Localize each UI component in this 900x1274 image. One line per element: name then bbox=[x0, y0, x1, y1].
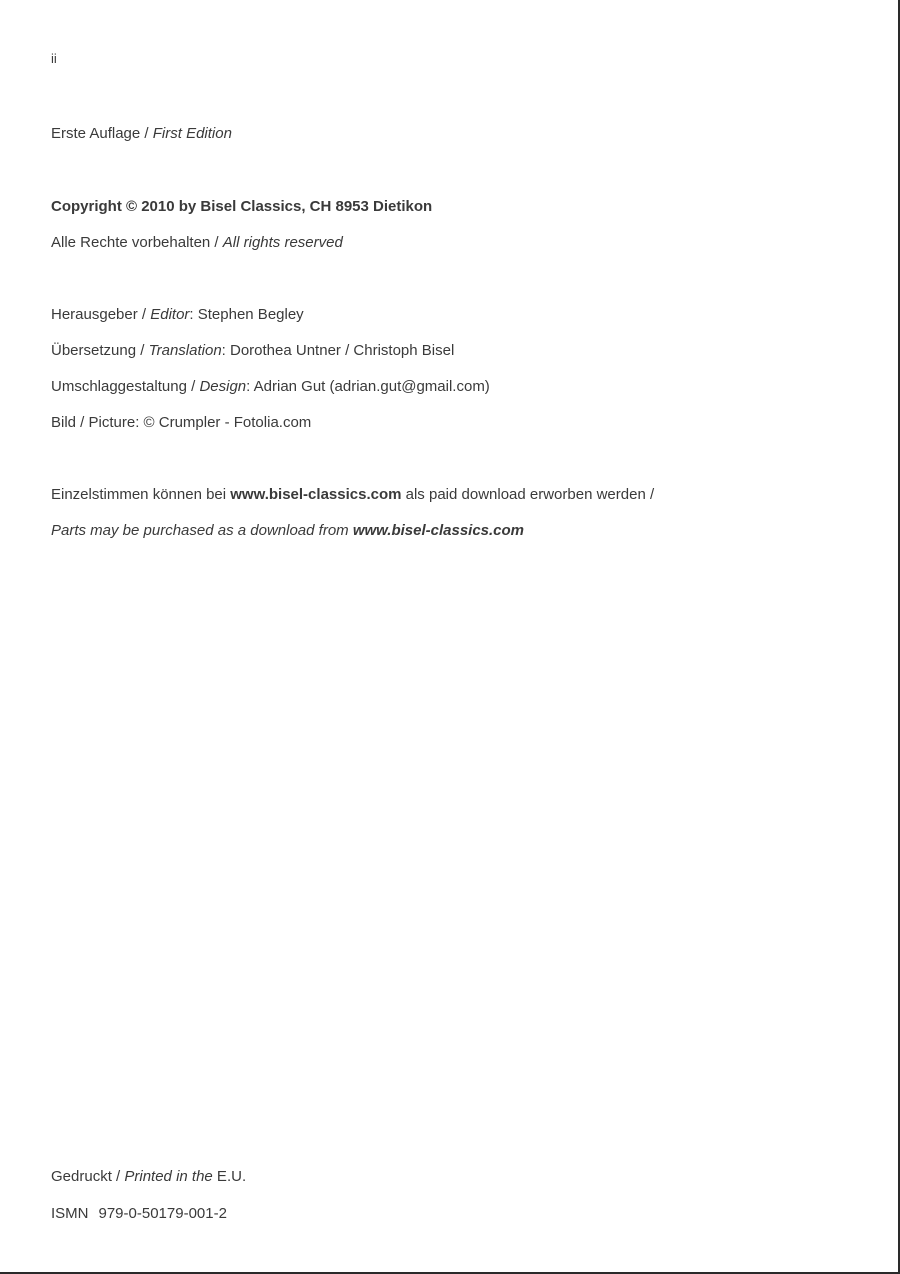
download-line-de bbox=[51, 486, 654, 504]
editor-label-de: Herausgeber bbox=[51, 306, 138, 323]
download-de-after: als paid download erworben werden / bbox=[401, 486, 655, 503]
editor-credit bbox=[51, 306, 304, 324]
picture-credit: Bild / Picture: © Crumpler - Fotolia.com bbox=[51, 414, 312, 431]
rights-line bbox=[51, 234, 343, 252]
translation-credit bbox=[51, 342, 454, 360]
printed-de: Gedruckt bbox=[51, 1168, 112, 1185]
editor-label-en: Editor bbox=[150, 306, 190, 323]
edition-en: First Edition bbox=[152, 125, 232, 142]
translation-value: : Dorothea Untner / Christoph Bisel bbox=[221, 342, 455, 359]
printed-en: Printed in the bbox=[124, 1168, 213, 1185]
printed-place: E.U. bbox=[212, 1168, 247, 1185]
rights-separator: / bbox=[210, 234, 223, 251]
design-label-en: Design bbox=[199, 378, 247, 395]
editor-value: : Stephen Begley bbox=[189, 306, 304, 323]
translation-label-de: Übersetzung bbox=[51, 342, 137, 359]
edition-de: Erste Auflage bbox=[51, 125, 141, 142]
ismn-label: ISMN bbox=[51, 1205, 89, 1222]
design-value: : Adrian Gut (adrian.gut@gmail.com) bbox=[246, 378, 490, 395]
translation-separator: / bbox=[136, 342, 149, 359]
design-label-de: Umschlaggestaltung bbox=[51, 378, 187, 395]
download-line-en bbox=[51, 522, 524, 540]
page-number: ii bbox=[51, 51, 57, 66]
ismn-value: 979-0-50179-001-2 bbox=[98, 1205, 227, 1222]
download-de-before: Einzelstimmen können bei bbox=[51, 486, 231, 503]
download-en-before: Parts may be purchased as a download from bbox=[51, 522, 353, 539]
copyright-line: Copyright © 2010 by Bisel Classics, CH 8953 Dietikon bbox=[51, 198, 433, 215]
editor-separator: / bbox=[137, 306, 151, 323]
translation-label-en: Translation bbox=[148, 342, 222, 359]
printed-separator: / bbox=[111, 1168, 125, 1185]
design-credit bbox=[51, 378, 490, 396]
edition-separator: / bbox=[140, 125, 153, 142]
design-separator: / bbox=[186, 378, 200, 395]
edition-line bbox=[51, 125, 232, 143]
download-en-url-link[interactable]: www.bisel-classics.com bbox=[352, 522, 525, 539]
rights-de: Alle Rechte vorbehalten bbox=[51, 234, 211, 251]
download-url-link[interactable]: www.bisel-classics.com bbox=[230, 486, 402, 503]
rights-en: All rights reserved bbox=[222, 234, 343, 251]
printed-line bbox=[51, 1168, 246, 1186]
ismn-line bbox=[51, 1205, 227, 1223]
